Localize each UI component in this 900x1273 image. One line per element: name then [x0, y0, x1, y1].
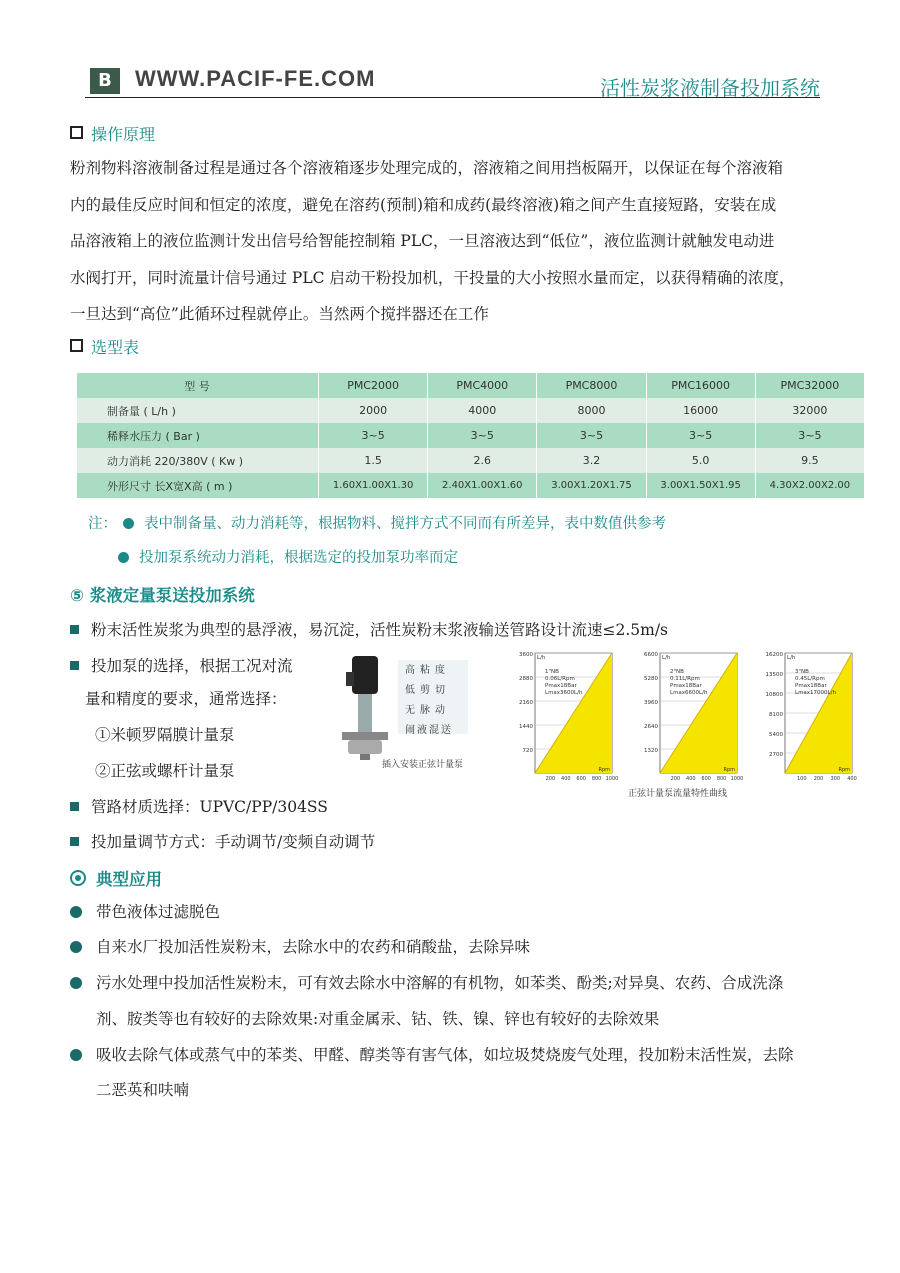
table-row: [77, 423, 865, 448]
y-tick-label: 16200: [765, 652, 783, 658]
x-tick-label: 800: [716, 776, 727, 782]
y-tick-label: 1320: [644, 748, 658, 754]
header-rule: [85, 97, 820, 98]
dot-bullet-icon: [118, 552, 129, 563]
x-tick-label: 1000: [730, 776, 744, 782]
feature-label: 闹液混送: [405, 725, 453, 736]
pump-bullet-3: 管路材质选择：UPVC/PP/304SS: [70, 795, 328, 817]
website-url[interactable]: WWW.PACIF-FE.COM: [135, 66, 376, 91]
x-tick-label: 400: [686, 776, 696, 782]
application-item-2: 自来水厂投加活性炭粉末，去除水中的农药和硝酸盐，去除异味: [70, 935, 530, 957]
document-title: 活性炭浆液制备投加系统: [600, 76, 820, 100]
flow-chart-3: [755, 645, 860, 789]
square-bullet-icon: [70, 802, 79, 811]
table-cell: 3~5: [755, 423, 864, 448]
dot-bullet-icon: [70, 1049, 82, 1061]
legend-text: 0.06L/Rpm: [545, 676, 575, 682]
table-cell: 9.5: [755, 448, 864, 473]
dot-bullet-icon: [70, 941, 82, 953]
legend-text: Pmax18Bar: [545, 683, 577, 689]
table-cell: PMC16000: [646, 373, 755, 398]
table-cell: 稀释水压力 ( Bar ): [77, 423, 319, 448]
table-row: [77, 448, 865, 473]
table-cell: 2.6: [428, 448, 537, 473]
x-tick-label: 100: [796, 776, 807, 782]
y-tick-label: 2160: [519, 700, 533, 706]
dot-bullet-icon: [70, 977, 82, 989]
table-cell: PMC2000: [319, 373, 428, 398]
square-bullet-icon: [70, 625, 79, 634]
section-heading-selection: 选型表: [70, 335, 139, 358]
table-row: [77, 398, 865, 423]
feature-label: 高粘度: [405, 665, 450, 676]
x-tick-label: 800: [591, 776, 602, 782]
principle-paragraph: [70, 150, 840, 333]
y-tick-label: 5400: [769, 732, 783, 738]
x-tick-label: 600: [576, 776, 586, 782]
square-bullet-icon: [70, 837, 79, 846]
table-cell: PMC8000: [537, 373, 646, 398]
x-axis-label: Rpm: [723, 767, 735, 773]
table-cell: 2000: [319, 398, 428, 423]
pump-caption: 插入安装正弦计量泵: [382, 760, 464, 770]
table-cell: 1.5: [319, 448, 428, 473]
table-header-row: [77, 373, 865, 398]
x-tick-label: 300: [830, 776, 841, 782]
y-tick-label: 5280: [644, 676, 658, 682]
table-cell: 制备量 ( L/h ): [77, 398, 319, 423]
y-tick-label: 8100: [769, 712, 783, 718]
target-bullet-icon: [70, 870, 86, 886]
legend-text: Pmax18Bar: [795, 683, 827, 689]
table-cell: 16000: [646, 398, 755, 423]
x-tick-label: 200: [813, 776, 824, 782]
legend-text: Lmax3600L/h: [545, 690, 583, 696]
y-axis-label: L/h: [662, 655, 671, 661]
dot-bullet-icon: [123, 518, 134, 529]
table-cell: 32000: [755, 398, 864, 423]
y-tick-label: 2700: [769, 752, 783, 758]
table-cell: 1.60X1.00X1.30: [319, 473, 428, 498]
section-heading-principle: 操作原理: [70, 122, 155, 145]
application-item-3-cont: 剂、胺类等也有较好的去除效果:对重金属汞、钴、铁、镍、锌也有较好的去除效果: [96, 1010, 660, 1028]
paragraph-line: 一旦达到“高位”此循环过程就停止。当然两个搅拌器还在工作: [70, 305, 489, 323]
application-item-4-cont: 二恶英和呋喃: [96, 1081, 190, 1099]
table-cell: 2.40X1.00X1.60: [428, 473, 537, 498]
square-bullet-icon: [70, 661, 79, 670]
legend-text: 0.11L/Rpm: [670, 676, 700, 682]
flow-chart-2: [630, 645, 745, 789]
square-bullet-icon: [70, 339, 83, 352]
paragraph-line: 内的最佳反应时间和恒定的浓度，避免在溶药(预制)箱和成药(最终溶液)箱之间产生直接短路，安装在成: [70, 195, 777, 214]
x-tick-label: 200: [545, 776, 556, 782]
note-1: 注： 表中制备量、动力消耗等，根据物料、搅拌方式不同而有所差异，表中数值供参考: [88, 516, 666, 532]
selection-table: [77, 373, 865, 498]
y-axis-label: L/h: [787, 655, 796, 661]
legend-text: Pmax18Bar: [670, 683, 702, 689]
x-tick-label: 1000: [605, 776, 619, 782]
table-cell: 外形尺寸 长X宽X高 ( m ): [77, 473, 319, 498]
x-tick-label: 600: [701, 776, 711, 782]
table-cell: PMC32000: [755, 373, 864, 398]
legend-text: Lmax6600L/h: [670, 690, 708, 696]
feature-label: 低剪切: [405, 685, 450, 696]
paragraph-line: 水阀打开，同时流量计信号通过 PLC 启动干粉投加机，干投量的大小按照水量而定，以获得精确的浓度，: [70, 268, 795, 287]
table-cell: 3.00X1.50X1.95: [646, 473, 755, 498]
table-row: [77, 473, 865, 498]
y-tick-label: 720: [522, 748, 533, 754]
company-logo: B: [90, 68, 120, 94]
table-cell: 4.30X2.00X2.00: [755, 473, 864, 498]
table-cell: 3~5: [537, 423, 646, 448]
legend-text: 3"NB: [795, 669, 809, 675]
chart-caption: 正弦计量泵流量特性曲线: [628, 789, 728, 799]
section-heading-applications: 典型应用: [70, 866, 162, 890]
pump-bullet-2-cont: 量和精度的要求，通常选择：: [85, 690, 287, 708]
application-item-4: 吸收去除气体或蒸气中的苯类、甲醛、醇类等有害气体，如垃圾焚烧废气处理，投加粉末活性炭，去除: [70, 1043, 794, 1065]
pump-bullet-4: 投加量调节方式：手动调节/变频自动调节: [70, 830, 375, 852]
pump-option-2: ②正弦或螺杆计量泵: [95, 762, 235, 780]
x-tick-label: 200: [670, 776, 681, 782]
note-2: 投加泵系统动力消耗，根据选定的投加泵功率而定: [118, 546, 458, 567]
paragraph-line: 粉剂物料溶液制备过程是通过各个溶液箱逐步处理完成的，溶液箱之间用挡板隔开，以保证在每个溶液箱: [70, 159, 784, 177]
pump-features: [405, 661, 453, 741]
page-header: [85, 62, 820, 98]
table-cell: 动力消耗 220/380V ( Kw ): [77, 448, 319, 473]
flow-chart-1: [505, 645, 620, 789]
table-cell: 3.00X1.20X1.75: [537, 473, 646, 498]
legend-text: 1"NB: [545, 669, 559, 675]
table-cell: 3~5: [646, 423, 755, 448]
feature-label: 无脉动: [405, 705, 450, 716]
table-cell: 5.0: [646, 448, 755, 473]
y-tick-label: 10800: [765, 692, 783, 698]
legend-text: 2"NB: [670, 669, 684, 675]
y-tick-label: 3960: [644, 700, 658, 706]
table-cell: 型 号: [77, 373, 319, 398]
x-axis-label: Rpm: [838, 767, 850, 773]
table-cell: 4000: [428, 398, 537, 423]
x-axis-label: Rpm: [598, 767, 610, 773]
legend-text: Lmax17000L/h: [795, 690, 836, 696]
table-cell: 3~5: [428, 423, 537, 448]
legend-text: 0.45L/Rpm: [795, 676, 825, 682]
y-tick-label: 2640: [644, 724, 658, 730]
pump-bullet-2: 投加泵的选择，根据工况对流: [70, 654, 293, 676]
y-tick-label: 1440: [519, 724, 533, 730]
dot-bullet-icon: [70, 906, 82, 918]
table-cell: PMC4000: [428, 373, 537, 398]
y-axis-label: L/h: [537, 655, 546, 661]
table-cell: 3.2: [537, 448, 646, 473]
pump-bullet-1: 粉末活性炭浆为典型的悬浮液，易沉淀，活性炭粉末浆液输送管路设计流速≤2.5m/s: [70, 618, 668, 640]
y-tick-label: 3600: [519, 652, 533, 658]
square-bullet-icon: [70, 126, 83, 139]
pump-option-1: ①米顿罗隔膜计量泵: [95, 726, 235, 744]
table-cell: 3~5: [319, 423, 428, 448]
y-tick-label: 2880: [519, 676, 533, 682]
section-heading-pump: ⑤ 浆液定量泵送投加系统: [70, 586, 255, 605]
x-tick-label: 400: [847, 776, 857, 782]
y-tick-label: 6600: [644, 652, 658, 658]
table-cell: 8000: [537, 398, 646, 423]
x-tick-label: 400: [561, 776, 571, 782]
y-tick-label: 13500: [765, 672, 783, 678]
paragraph-line: 品溶液箱上的液位监测计发出信号给智能控制箱 PLC，一旦溶液达到“低位”，液位监测计就触发电动进: [70, 232, 775, 250]
application-item-1: 带色液体过滤脱色: [70, 900, 220, 922]
application-item-3: 污水处理中投加活性炭粉末，可有效去除水中溶解的有机物，如苯类、酚类;对异臭、农药、合成洗涤: [70, 971, 783, 993]
